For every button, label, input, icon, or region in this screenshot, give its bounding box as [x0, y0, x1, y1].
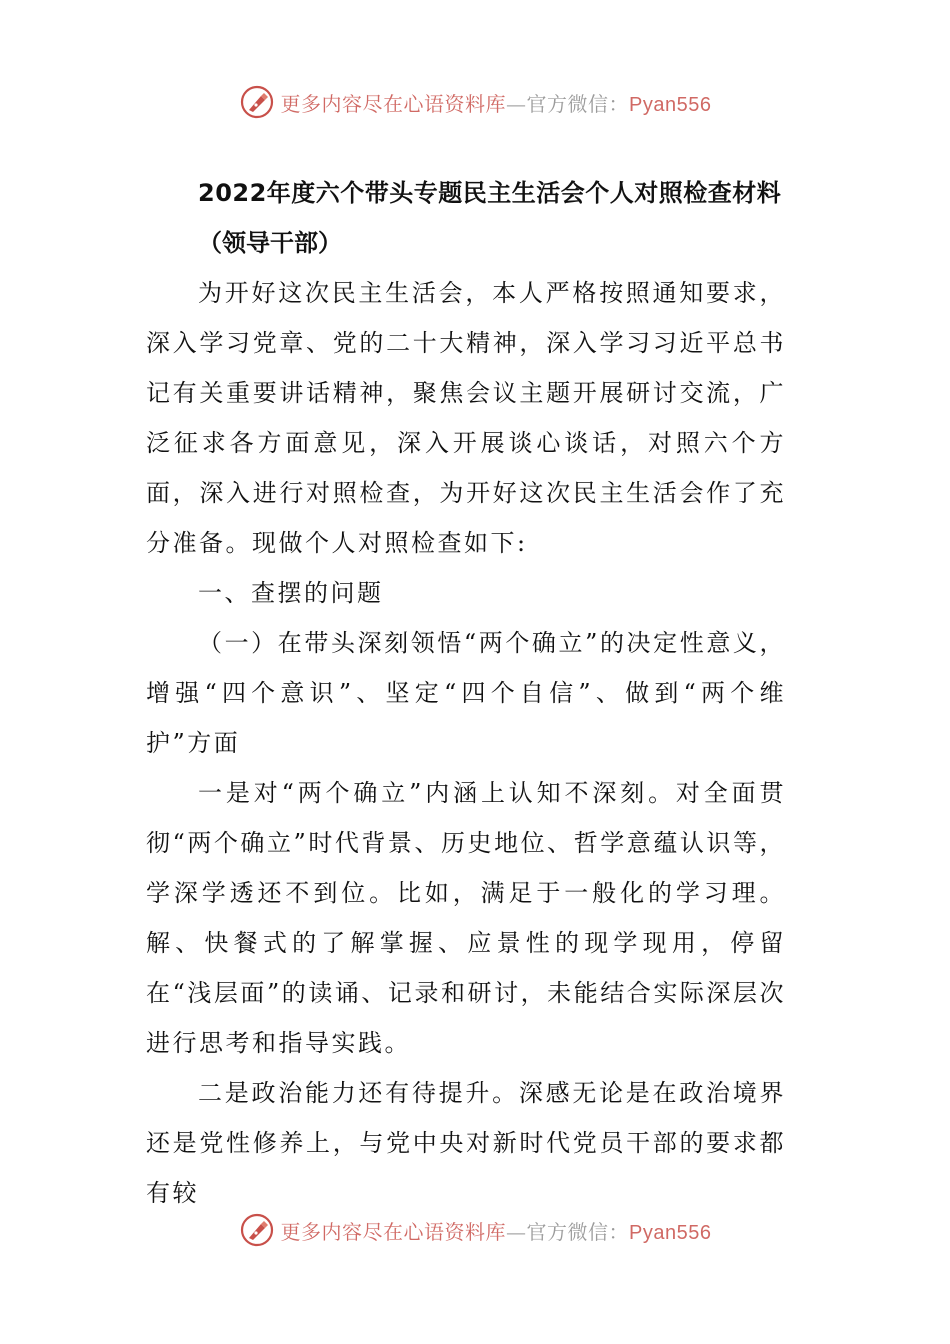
watermark-main-text: 更多内容尽在心语资料库	[280, 91, 507, 116]
watermark-wechat-id: Pyan556	[629, 1221, 712, 1244]
watermark-wechat-id: Pyan556	[629, 93, 712, 116]
document-title: 2022年度六个带头专题民主生活会个人对照检查材料	[198, 179, 782, 207]
subsection-heading-1: （一）在带头深刻领悟“两个确立”的决定性意义，增强“四个意识”、坚定“四个自信”、做到“两个维护”方面	[146, 629, 786, 757]
document-body	[146, 168, 786, 1218]
watermark-text	[281, 88, 712, 117]
pen-nib-circle-icon	[239, 84, 275, 120]
watermark-label: 官方微信：	[526, 91, 630, 116]
pen-nib-circle-icon	[239, 1212, 275, 1248]
document-subtitle: （领导干部）	[198, 229, 342, 257]
section-heading-problems: 一、查摆的问题	[198, 579, 384, 607]
watermark-label: 官方微信：	[526, 1219, 630, 1244]
paragraph-point-2: 二是政治能力还有待提升。深感无论是在政治境界还是党性修养上，与党中央对新时代党员干部的要求都有较	[146, 1079, 786, 1207]
footer-watermark	[0, 1208, 950, 1252]
watermark-text	[281, 1216, 712, 1245]
paragraph-intro: 为开好这次民主生活会，本人严格按照通知要求，深入学习党章、党的二十大精神，深入学习习近平总书记有关重要讲话精神，聚焦会议主题开展研讨交流，广泛征求各方面意见，深入开展谈心谈话，对照六个方面，深入进行对照检查，为开好这次民主生活会作了充分准备。现做个人对照检查如下:	[146, 279, 786, 557]
watermark-main-text: 更多内容尽在心语资料库	[280, 1219, 507, 1244]
header-watermark	[0, 80, 950, 124]
paragraph-point-1: 一是对“两个确立”内涵上认知不深刻。对全面贯彻“两个确立”时代背景、历史地位、哲学意蕴认识等，学深学透还不到位。比如，满足于一般化的学习理。解、快餐式的了解掌握、应景性的现学现用，停留在“浅层面”的读诵、记录和研讨，未能结合实际深层次进行思考和指导实践。	[146, 779, 786, 1057]
watermark-separator: —	[506, 91, 527, 116]
watermark-separator: —	[506, 1219, 527, 1244]
